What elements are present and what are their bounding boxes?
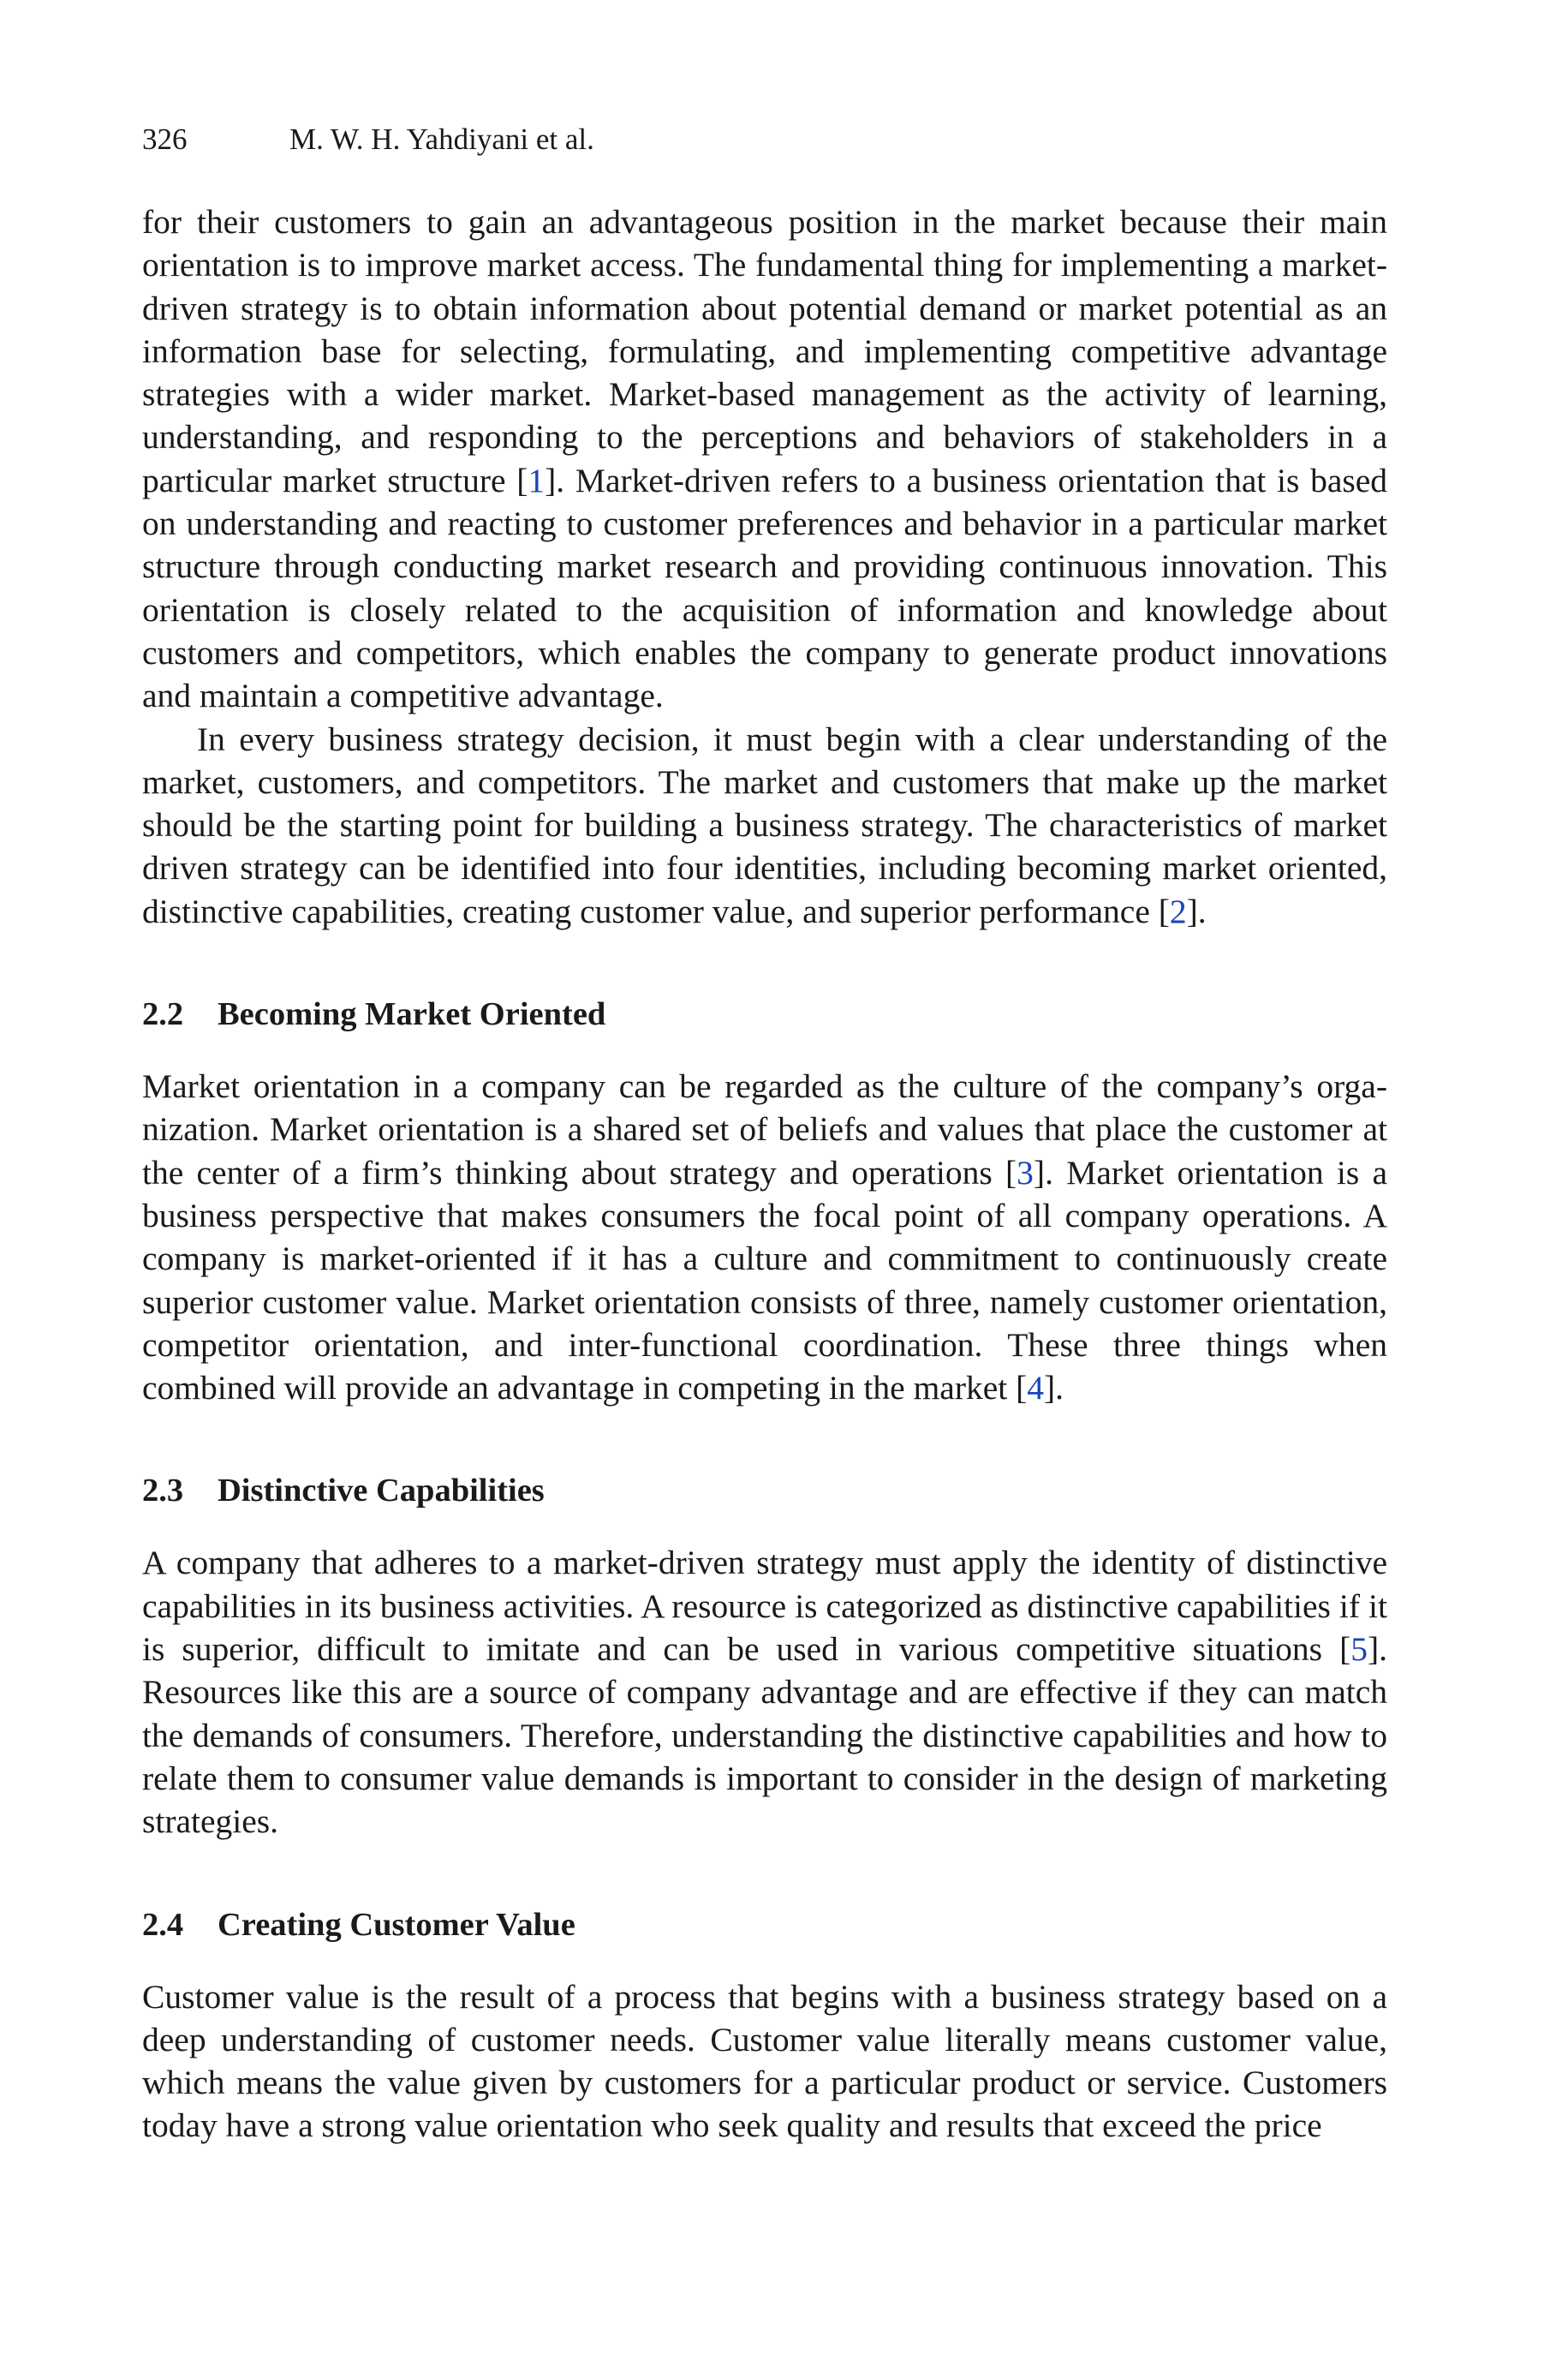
running-head [142, 120, 1387, 159]
article-content [142, 200, 1387, 2148]
section-spacer [142, 1409, 1387, 1469]
paragraph-text: In every business strategy decision, it must begin with a clear understanding of the market, customers, and competitors. The market and customers that make up the market should be the starting point for building a business strategy. The characteristics of market driven strategy can be identified into four identities, including becoming market oriented, distinctive capabilities, creating customer value, and superior performance [ [142, 720, 1387, 930]
section-title: Distinctive Capabilities [218, 1473, 545, 1509]
paragraph-text: ]. Resources like this are a source of company advantage and are effective if they can match the demands of consumers. Therefore, understanding the distinctive capabilities and how to relate them to consumer value demands is important to consider in the design of marketing strategies. [142, 1630, 1387, 1841]
section-spacer [142, 1512, 1387, 1541]
body-paragraph [142, 200, 1387, 718]
paragraph-text: for their customers to gain an advantageous position in the market because their main orientation is to improve market access. The fundamental thing for implementing a market-driven strategy is to obtain information about potential demand or market potential as an information base for selecting, formulating, and implementing competitive advantage strategies with a wider market. Market-based management as the activity of learning, understanding, and responding to the perceptions and behaviors of stakeholders in a particular market structure [ [142, 203, 1387, 499]
citation-link[interactable]: 4 [1027, 1369, 1045, 1407]
body-paragraph [142, 1065, 1387, 1409]
section-spacer [142, 1946, 1387, 1975]
page-body [142, 120, 1387, 2148]
section-number: 2.4 [142, 1906, 184, 1943]
section-spacer [142, 1843, 1387, 1903]
section-heading [142, 1903, 1387, 1946]
running-head-authors: M. W. H. Yahdiyani et al. [289, 122, 594, 156]
section-heading [142, 993, 1387, 1036]
paragraph-text: ]. [1044, 1369, 1064, 1407]
paragraph-text: Customer value is the result of a process that begins with a business strategy based on a deep understanding of customer needs. Customer value literally means customer value, which means the value given by customers for a particular product or service. Customers today have a strong value orientation who seek quality and results that exceed the price [142, 1977, 1387, 2145]
paragraph-text: Market orientation in a company can be regarded as the culture of the company’s organization. Market orientation is a shared set of beliefs and values that place the customer at the center of a firm’s thinking about strategy and operations [ [142, 1067, 1387, 1192]
section-number: 2.3 [142, 1473, 184, 1509]
paragraph-text: A company that adheres to a market-driven strategy must apply the identity of distinctive capabilities in its business activities. A resource is categorized as distinctive capabilities if it is superior, difficult to imitate and can be used in various competitive situations [ [142, 1544, 1387, 1669]
body-paragraph [142, 718, 1387, 933]
citation-link[interactable]: 5 [1350, 1630, 1368, 1669]
paragraph-text: ]. Market orientation is a business perspective that makes consumers the focal point of all company operations. A company is market-oriented if it has a culture and commitment to continuously create superior customer value. Market orientation consists of three, namely customer orientation, competitor orientation, and inter-functional coordination. These three things when combined will provide an advantage in competing in the market [ [142, 1153, 1387, 1407]
page-number: 326 [142, 122, 188, 156]
section-title: Creating Customer Value [218, 1906, 575, 1943]
section-number: 2.2 [142, 996, 184, 1033]
paragraph-text: ]. [1186, 892, 1207, 930]
section-heading [142, 1469, 1387, 1512]
section-spacer [142, 933, 1387, 993]
citation-link[interactable]: 2 [1169, 892, 1187, 930]
paragraph-text: ]. Market-driven refers to a business orientation that is based on understanding and reacting to customer preferences and behavior in a particular market structure through conducting market research and providing continuous innovation. This orientation is closely related to the acquisition of information and knowledge about customers and competitors, which enables the company to generate product innovations and maintain a competitive advantage. [142, 461, 1388, 715]
body-paragraph [142, 1541, 1387, 1843]
citation-link[interactable]: 3 [1017, 1153, 1034, 1192]
citation-link[interactable]: 1 [528, 461, 546, 499]
body-paragraph [142, 1975, 1387, 2148]
section-title: Becoming Market Oriented [218, 996, 606, 1033]
section-spacer [142, 1036, 1387, 1065]
